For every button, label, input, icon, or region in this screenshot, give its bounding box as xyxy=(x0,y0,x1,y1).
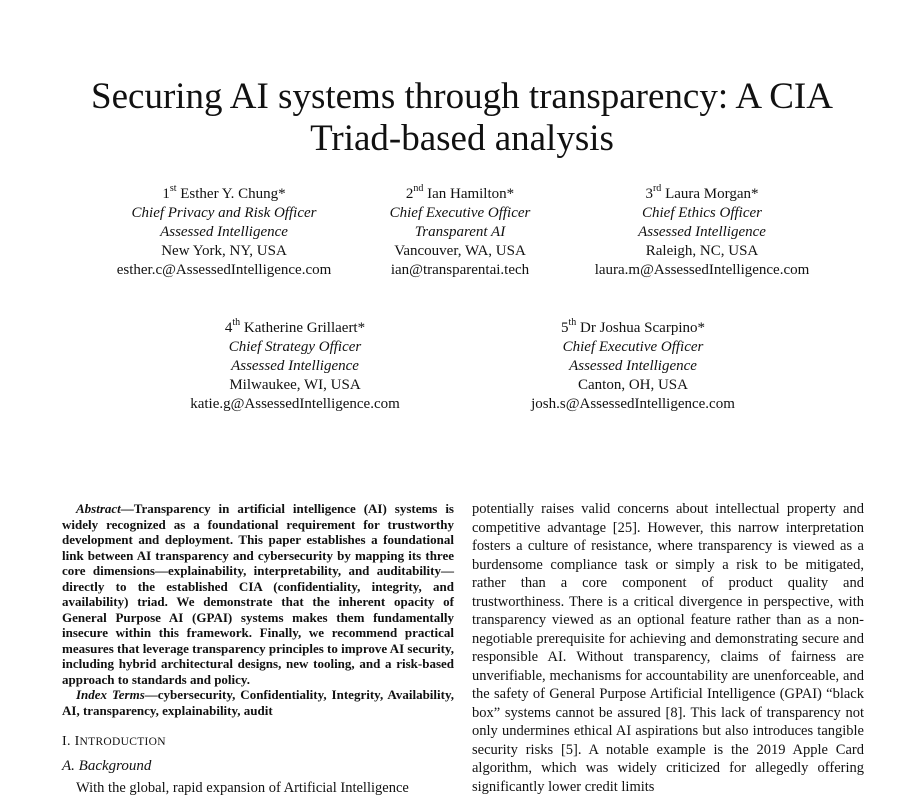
author-org: Assessed Intelligence xyxy=(231,358,359,374)
author-ordinal: 2 xyxy=(405,186,414,202)
author-ordinal: 3 xyxy=(645,186,653,202)
section-first-letter: I xyxy=(74,734,80,749)
author-name: Laura Morgan* xyxy=(665,186,759,202)
intro-paragraph: With the global, rapid expansion of Artificial Intelligence xyxy=(76,780,409,796)
author-ordinal-suffix: th xyxy=(232,317,241,328)
left-column xyxy=(62,501,454,798)
author-name-line xyxy=(114,185,334,204)
author-email: laura.m@AssessedIntelligence.com xyxy=(594,262,810,278)
author-location: Canton, OH, USA xyxy=(577,377,688,393)
author-org: Assessed Intelligence xyxy=(638,224,766,240)
author-name: Esther Y. Chung* xyxy=(180,186,286,202)
abstract-paragraph xyxy=(62,501,454,687)
author-email: katie.g@AssessedIntelligence.com xyxy=(190,396,400,412)
author-block-2 xyxy=(360,185,560,280)
subsection-heading: A. Background xyxy=(62,757,152,774)
author-role: Chief Privacy and Risk Officer xyxy=(131,205,317,221)
author-ordinal: 4 xyxy=(224,320,233,336)
right-column-paragraph: potentially raises valid concerns about intellectual property and competitive advantage [25]. However, this narrow interpretation fosters a culture of resistance, where transparency is viewed as a burdensome compliance task or simply a risk to be mitigated, rather than a core component of product quality and trustworthiness. There is a critical divergence in perspective, with transparency viewed as an optional feature rather than as a non-negotiable prerequisite for achieving and demonstrating secure and responsible AI. Without transparency, claims of fairness are unverifiable, mechanisms for accountability are unenforceable, and the safety of General Purpose Artificial Intelligence (GPAI) “black box” systems cannot be assured [8]. This lack of transparency not only undermines ethical AI aspirations but also introduces tangible security risks [5]. A notable example is the 2019 Apple Card algorithm, which was widely criticized for allegedly offering significantly lower credit limits xyxy=(472,501,864,795)
author-block-3 xyxy=(590,185,814,280)
author-email: esther.c@AssessedIntelligence.com xyxy=(116,262,332,278)
section-number: I. xyxy=(62,734,75,749)
author-name: Ian Hamilton* xyxy=(427,186,515,202)
author-role: Chief Executive Officer xyxy=(389,205,531,221)
author-ordinal-suffix: th xyxy=(568,317,577,328)
abstract-label: Abstract xyxy=(76,501,121,516)
author-email: ian@transparentai.tech xyxy=(390,262,530,278)
author-ordinal-suffix: st xyxy=(169,183,177,194)
author-name-line xyxy=(360,185,560,204)
author-ordinal: 1 xyxy=(162,186,170,202)
author-role: Chief Strategy Officer xyxy=(228,339,362,355)
author-email: josh.s@AssessedIntelligence.com xyxy=(531,396,735,412)
author-block-4 xyxy=(185,319,405,414)
author-name: Dr Joshua Scarpino* xyxy=(580,320,705,336)
author-location: Raleigh, NC, USA xyxy=(645,243,759,259)
author-name-line xyxy=(185,319,405,338)
author-name-line xyxy=(590,185,814,204)
author-org: Assessed Intelligence xyxy=(569,358,697,374)
section-heading xyxy=(62,733,454,752)
author-ordinal-suffix: nd xyxy=(413,183,424,194)
author-location: Milwaukee, WI, USA xyxy=(229,377,361,393)
abstract-text: —Transparency in artificial intelligence (AI) systems is widely recognized as a foundational requirement for trustworthy development and deployment. This paper establishes a foundational link between AI transparency and cybersecurity by mapping its three core dimensions—explainability, interpretability, and auditability—directly to the established CIA (confidentiality, integrity, and availability) triad. We demonstrate that the inherent opacity of General Purpose AI (GPAI) systems makes them fundamentally insecure within this framework. Finally, we recommend practical measures that leverage transparency principles to improve AI security, including hybrid architectural designs, new tooling, and a risk-based approach to standards and policy. xyxy=(62,501,454,687)
author-ordinal: 5 xyxy=(560,320,569,336)
right-column xyxy=(472,500,864,796)
paper-title: Securing AI systems through transparency: A CIA Triad-based analysis xyxy=(91,76,833,159)
author-name-line xyxy=(523,319,743,338)
abstract xyxy=(62,501,454,718)
author-location: New York, NY, USA xyxy=(161,243,287,259)
author-role: Chief Executive Officer xyxy=(562,339,704,355)
author-org: Transparent AI xyxy=(414,224,506,240)
author-block-5 xyxy=(523,319,743,414)
section-title-rest: NTRODUCTION xyxy=(79,736,166,748)
author-org: Assessed Intelligence xyxy=(160,224,288,240)
index-terms-text: —cybersecurity, Confidentiality, Integrity, Availability, AI, transparency, explainability, audit xyxy=(62,687,454,718)
index-terms xyxy=(62,687,454,718)
index-terms-label: Index Terms xyxy=(76,687,145,702)
author-name: Katherine Grillaert* xyxy=(243,320,366,336)
author-ordinal-suffix: rd xyxy=(652,183,662,194)
author-location: Vancouver, WA, USA xyxy=(394,243,526,259)
author-block-1 xyxy=(114,185,334,280)
author-role: Chief Ethics Officer xyxy=(642,205,762,221)
